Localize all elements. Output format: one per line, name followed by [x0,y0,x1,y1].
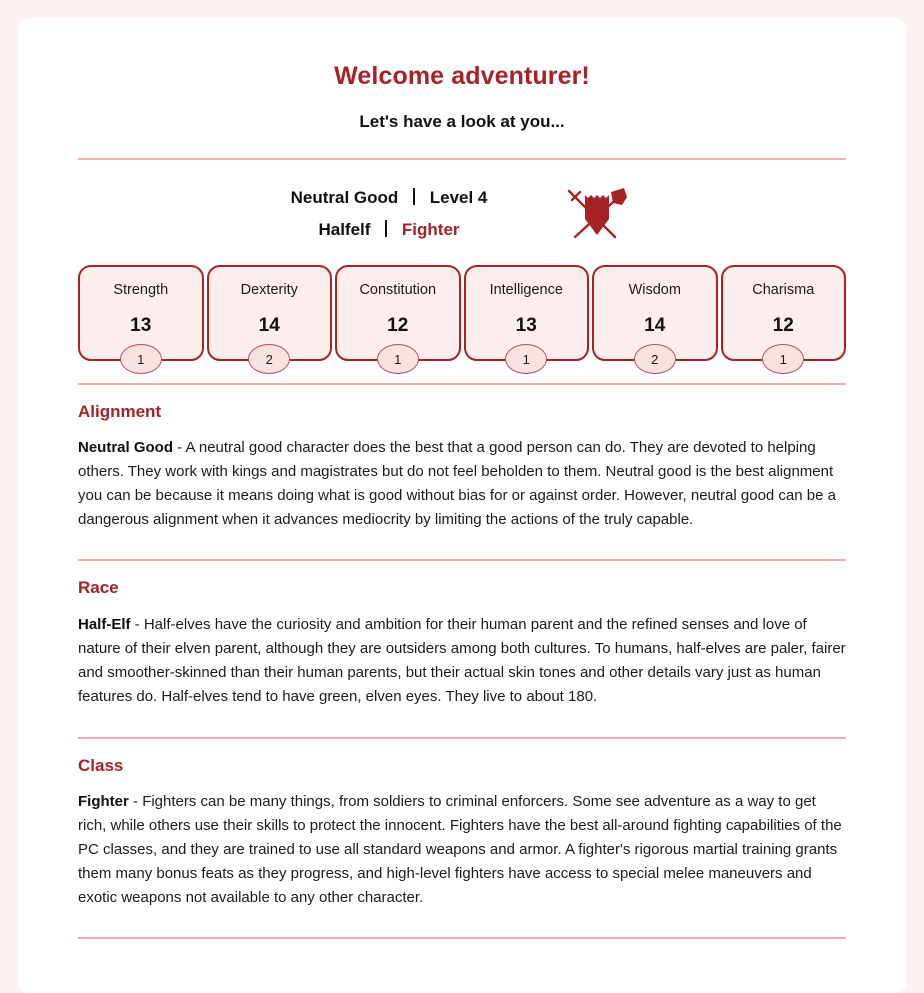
stat-modifier-badge: 2 [248,344,290,374]
divider-bottom [78,937,846,939]
section-title: Alignment [78,402,162,421]
level-value: Level 4 [429,188,488,207]
stat-card-constitution[interactable] [335,265,461,367]
stat-modifier-badge: 1 [120,344,162,374]
section-title: Class [78,755,124,775]
stat-value: 12 [387,314,409,336]
section-alignment [78,385,846,532]
stat-modifier-badge: 2 [634,344,676,374]
section-text: Fighters can be many things, from soldiers to criminal enforcers. Some see adventure as a way to get rich, while others use their skills to protect the innocent. Fighters have the best all-around fighting capabilities of the PC classes, and they are trained to use all standard weapons and armor. A fighter's rigorous martial training grants them many bonus feats as they progress, and high-level fighters have access to special melee maneuvers and exotic weapons not available to any other character. [78,793,842,907]
shield-sword-axe-icon [561,183,633,245]
stat-label: Constitution [359,282,437,298]
stat-card-intelligence[interactable] [464,265,590,367]
section-title: Race [78,578,119,598]
identity-row [78,160,846,246]
stat-label: Wisdom [628,282,681,298]
page-title: Welcome adventurer! [334,62,590,90]
stat-card-wisdom[interactable] [592,265,718,367]
section-race [78,561,846,708]
class-value: Fighter [401,220,460,239]
section-dash: - [128,793,143,811]
stat-value: 13 [515,314,537,336]
identity-text [291,182,488,246]
alignment-value: Neutral Good [290,188,399,207]
identity-line-secondary [291,214,488,246]
stat-label: Intelligence [489,282,563,298]
ability-scores-row [78,246,846,367]
stat-label: Strength [113,282,169,298]
section-body [78,790,846,910]
stat-label: Dexterity [240,282,298,298]
stat-modifier-badge: 1 [505,344,547,374]
stat-value: 12 [772,314,794,336]
stat-card-charisma[interactable] [721,265,847,367]
stat-value: 14 [258,314,280,336]
section-text: Half-elves have the curiosity and ambition for their human parent and the refined senses and love of nature of their elven parent, although they are outsiders among both cultures. To humans, half-elves are paler, fairer and smoother-skinned than their human parents, but their actual skin tones and other details vary just as human features do. Half-elves tend to have green, elven eyes. They live to about 180. [78,615,846,705]
section-term: Half-Elf [78,615,131,633]
section-dash: - [173,439,186,457]
stat-value: 13 [130,314,152,336]
section-text: A neutral good character does the best that a good person can do. They are devoted to helping others. They work with kings and magistrates but do not feel beholden to them. Neutral good is the best alignment you can be because it means doing what is good without bias for or against order. However, neutral good can be a dangerous alignment when it advances mediocrity by limiting the actions of the truly capable. [78,439,836,529]
stat-modifier-badge: 1 [762,344,804,374]
stat-card-strength[interactable] [78,265,204,367]
page-subtitle: Let's have a look at you... [359,112,565,131]
section-term: Neutral Good [78,439,174,457]
stat-modifier-badge: 1 [377,344,419,374]
separator-icon [385,220,387,237]
section-class [78,739,846,910]
stat-card-dexterity[interactable] [207,265,333,367]
character-sheet-card [18,18,906,993]
separator-icon [413,188,415,205]
stat-label: Charisma [752,282,815,298]
race-value: Halfelf [318,220,371,239]
section-body [78,436,846,532]
stat-value: 14 [644,314,666,336]
section-body [78,613,846,709]
section-dash: - [130,615,144,633]
section-term: Fighter [78,793,129,811]
identity-line-primary [291,182,488,214]
